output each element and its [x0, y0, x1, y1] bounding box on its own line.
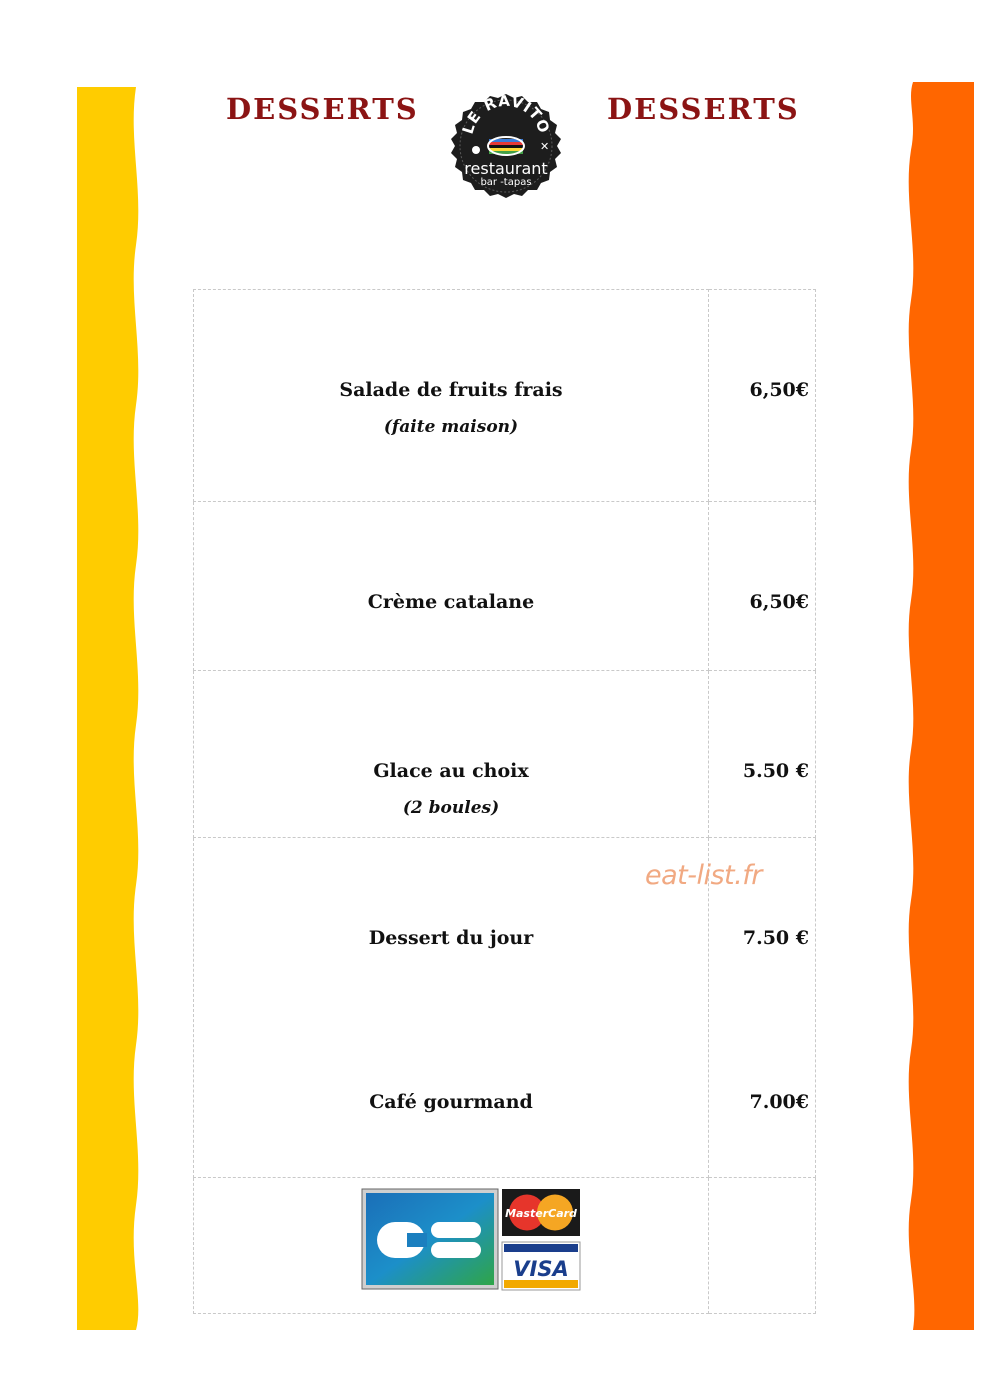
item-note: (2 boules)	[402, 798, 500, 818]
watermark-text: eat-list.fr	[645, 860, 762, 891]
item-price: 6,50€	[749, 591, 809, 613]
item-name: Crème catalane	[367, 591, 535, 613]
svg-text:VISA: VISA	[513, 1257, 569, 1281]
item-name: Café gourmand	[369, 1091, 533, 1113]
payment-cards	[361, 1188, 581, 1292]
logo-subtitle-text: bar -tapas	[480, 177, 532, 188]
table-row	[194, 502, 816, 671]
table-row	[194, 671, 816, 838]
item-cell	[194, 838, 709, 1178]
cook-icon	[472, 146, 480, 154]
item-cell	[194, 502, 709, 671]
page-title-right: DESSERTS	[607, 92, 800, 126]
item-name: Dessert du jour	[368, 927, 534, 949]
table-row	[194, 290, 816, 502]
price-cell	[709, 290, 816, 502]
logo-name-text: LE RAVITO	[458, 92, 554, 137]
item-note: (faite maison)	[383, 417, 519, 437]
item-cell	[194, 290, 709, 502]
payment-cell	[194, 1178, 709, 1314]
yellow-wave-band	[0, 0, 145, 1399]
table-row	[194, 1178, 816, 1314]
mastercard-icon	[502, 1189, 580, 1236]
item-price: 7.50 €	[742, 927, 809, 949]
item-name: Glace au choix	[373, 760, 529, 782]
item-price: 6,50€	[749, 379, 809, 401]
item-cell	[194, 671, 709, 838]
visa-icon	[502, 1242, 580, 1290]
price-cell	[709, 1178, 816, 1314]
page-title-left: DESSERTS	[226, 92, 419, 126]
orange-wave-band	[849, 0, 989, 1399]
item-name: Salade de fruits frais	[339, 379, 563, 401]
rainbow-stripes	[488, 137, 524, 155]
restaurant-logo	[442, 92, 570, 200]
item-price: 7.00€	[749, 1091, 809, 1113]
cb-card-icon	[362, 1189, 498, 1289]
fork-knife-icon: ✕	[540, 140, 550, 153]
svg-text:MasterCard: MasterCard	[505, 1207, 577, 1220]
logo-restaurant-text: restaurant	[464, 159, 548, 178]
dessert-menu-table	[193, 289, 816, 1314]
item-price: 5.50 €	[742, 760, 809, 782]
price-cell	[709, 671, 816, 838]
price-cell	[709, 502, 816, 671]
